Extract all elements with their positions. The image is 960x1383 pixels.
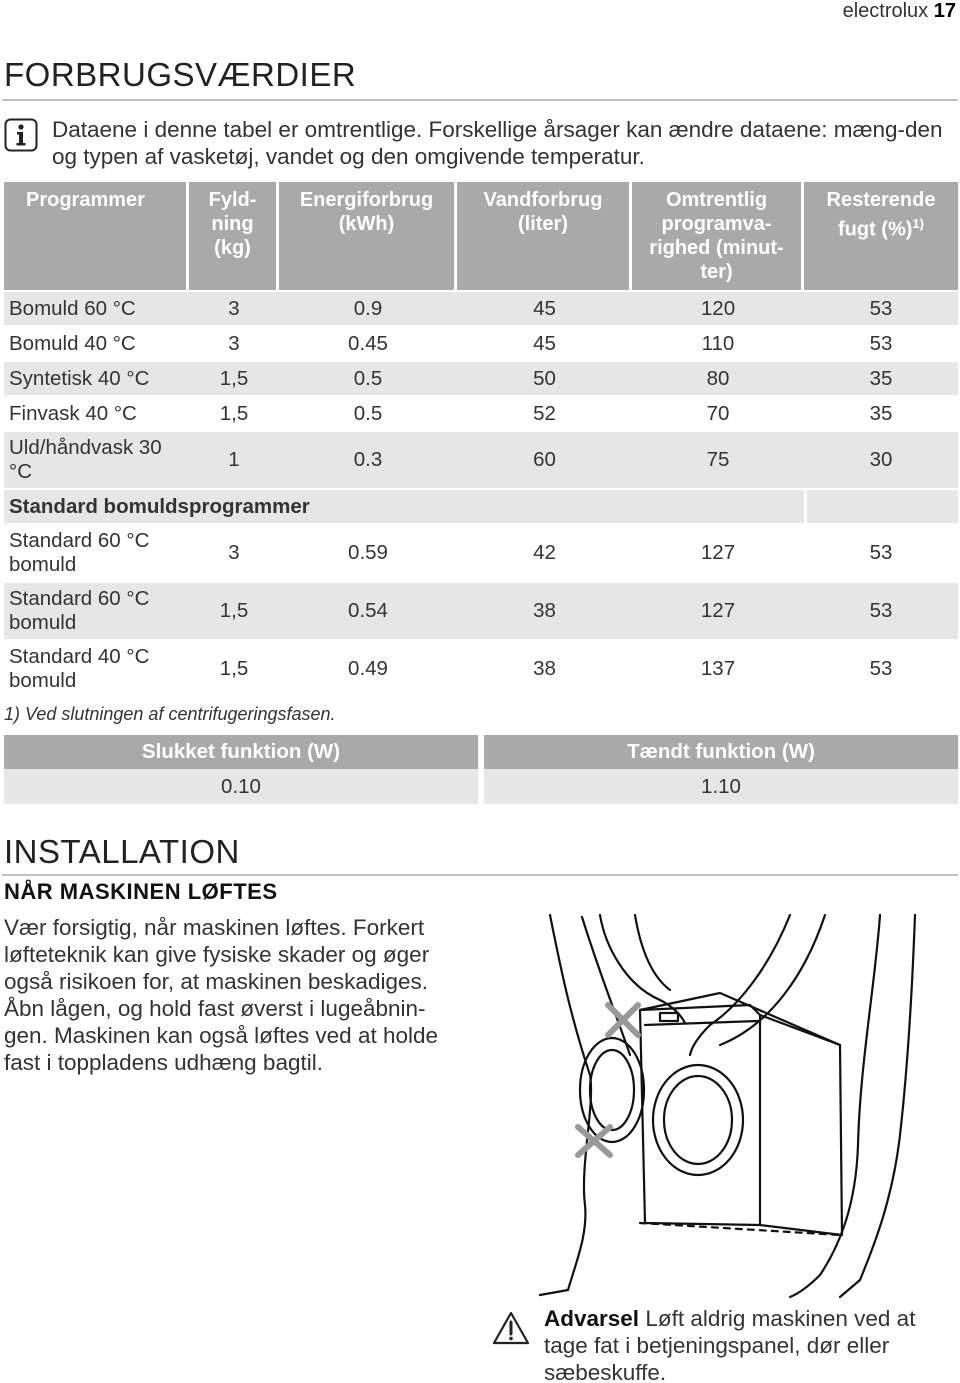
- section-divider: [2, 99, 958, 101]
- lifting-instructions: Vær forsigtig, når maskinen løftes. Forkert løfteteknik kan give fysiske skader og øger også risikoen for, at maskinen beskadiges. Åbn lågen, og hold fast øverst i lugeåbnin- gen. Maskinen kan også løftes ved at holde fast i toppladens udhæng bagtil.: [4, 915, 439, 1075]
- table-footnote: 1) Ved slutningen af centrifugeringsfasen.: [4, 704, 336, 724]
- page-header: [843, 0, 956, 23]
- table-row: Standard 60 °C bomuld 3 0.59 42 127 53: [4, 523, 958, 581]
- consumption-section-title: FORBRUGSVÆRDIER: [4, 56, 357, 93]
- lifting-illustration: [520, 905, 960, 1300]
- page-number: 17: [933, 0, 956, 22]
- table-group-row: [4, 488, 958, 523]
- header-energy: Energiforbrug (kWh): [279, 182, 457, 290]
- power-on-header: Tændt funktion (W): [481, 735, 958, 769]
- table-header-row: [4, 182, 958, 290]
- power-off-value: 0.10: [4, 769, 481, 804]
- group-label: Standard bomuldsprogrammer: [4, 488, 804, 523]
- warning-text: Advarsel Løft aldrig maskinen ved at tage fat i betjeningspanel, dør eller sæbeskuffe.: [544, 1306, 916, 1383]
- table-row: Standard 60 °C bomuld 1,5 0.54 38 127 53: [4, 581, 958, 639]
- table-row: Standard 40 °C bomuld 1,5 0.49 38 137 53: [4, 639, 958, 697]
- lifting-subtitle: NÅR MASKINEN LØFTES: [4, 879, 278, 904]
- table-row: Bomuld 40 °C 3 0.45 45 110 53: [4, 325, 958, 360]
- header-duration: Omtrentlig programva- righed (minut- ter): [632, 182, 804, 290]
- consumption-table: [4, 182, 958, 697]
- installation-section-title: INSTALLATION: [4, 833, 240, 870]
- header-load: Fyld- ning (kg): [189, 182, 279, 290]
- info-text: Dataene i denne tabel er omtrentlige. Forskellige årsager kan ændre dataene: mæng-den og typen af vasketøj, vandet og den omgivende temperatur.: [52, 117, 943, 169]
- table-row: Bomuld 60 °C 3 0.9 45 120 53: [4, 290, 958, 325]
- header-water: Vandforbrug (liter): [457, 182, 632, 290]
- header-moisture: Resterende fugt (%)$^{1)}$: [804, 182, 958, 290]
- power-table: [4, 735, 958, 804]
- table-row: Finvask 40 °C 1,5 0.5 52 70 35: [4, 395, 958, 430]
- power-on-value: 1.10: [481, 769, 958, 804]
- section-divider: [2, 874, 958, 876]
- power-off-header: Slukket funktion (W): [4, 735, 481, 769]
- table-row: Uld/håndvask 30 °C 1 0.3 60 75 30: [4, 430, 958, 488]
- info-icon: [4, 118, 38, 152]
- warning-icon: [492, 1311, 530, 1345]
- table-row: Syntetisk 40 °C 1,5 0.5 50 80 35: [4, 360, 958, 395]
- header-program: Programmer: [4, 182, 189, 290]
- brand-name: electrolux: [842, 0, 929, 22]
